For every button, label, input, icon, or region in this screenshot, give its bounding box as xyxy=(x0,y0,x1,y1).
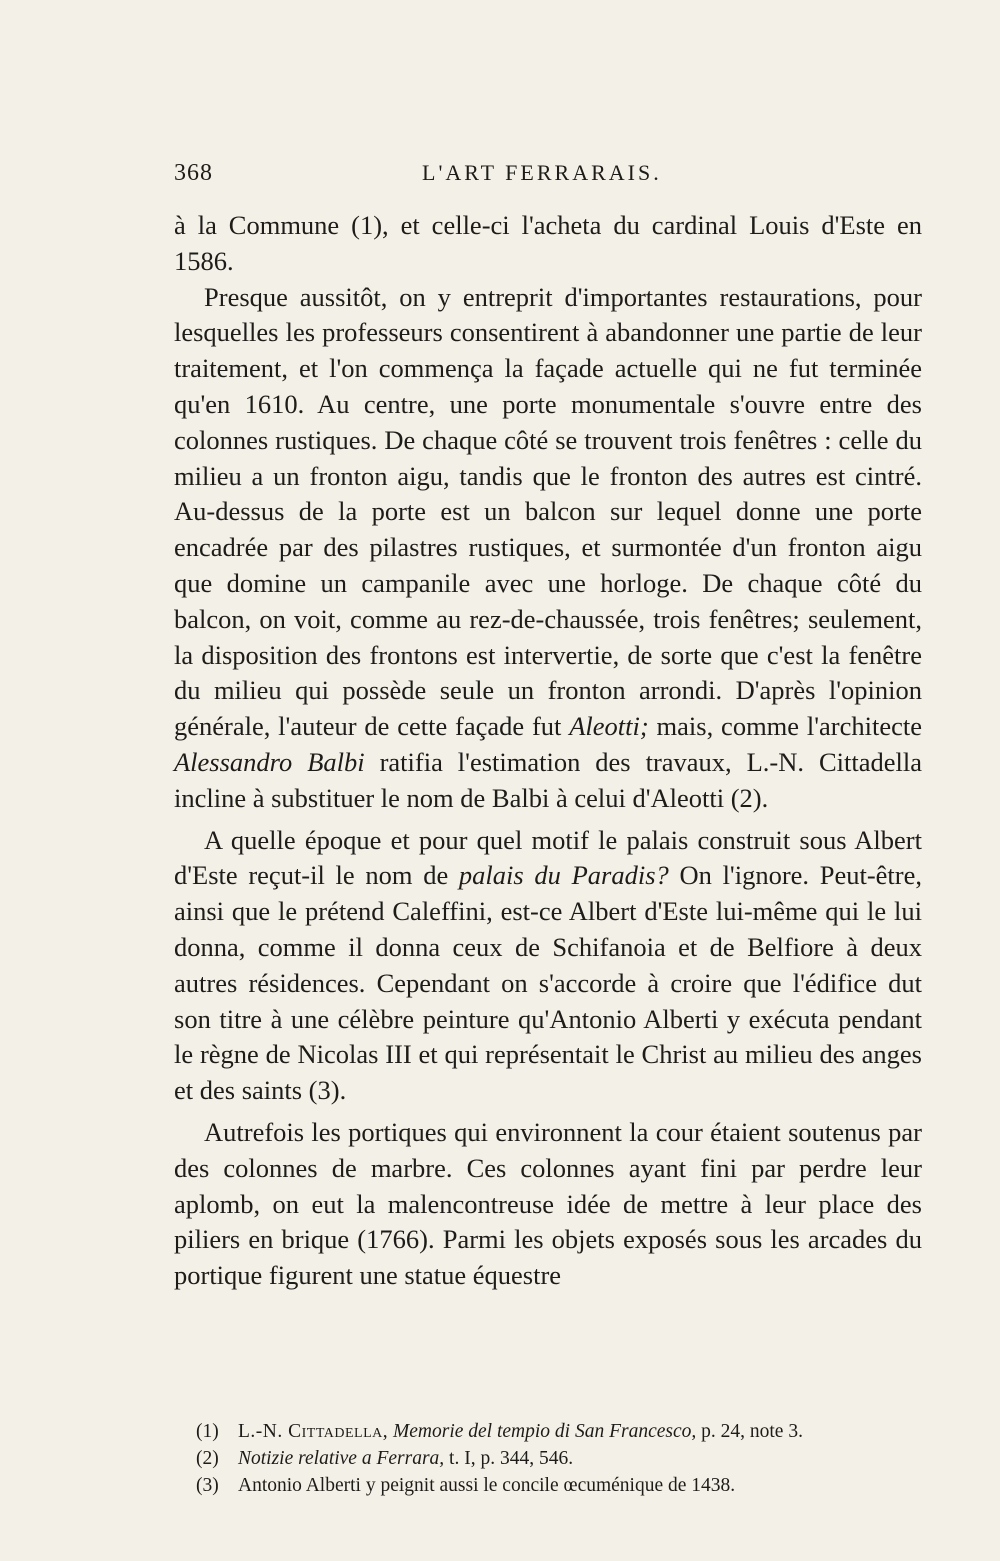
italic-palais-du-paradis: palais du Paradis? xyxy=(458,860,669,891)
footnote-2 xyxy=(196,1445,922,1472)
paragraph-3 xyxy=(174,823,922,1109)
paragraph-1-text: à la Commune (1), et celle-ci l'acheta du cardinal Louis d'Este en 1586. xyxy=(174,210,922,276)
footnote-2-title: Notizie relative a Ferrara, xyxy=(238,1448,445,1469)
page-number: 368 xyxy=(174,160,213,186)
footnote-1-number: (1) xyxy=(196,1421,219,1442)
footnote-3 xyxy=(196,1472,922,1499)
italic-name-balbi: Alessandro Balbi xyxy=(174,746,365,777)
paragraph-4 xyxy=(174,1115,922,1294)
paragraph-3-text-b: On l'ignore. Peut-être, ainsi que le prétend Caleffini, est-ce Albert d'Este lui-même qui le lui donna, comme il donna ceux de Schifanoia et de Belfiore à deux autres résidences. Cependant on s'accorde à croire que l'édifice dut son titre à une célèbre peinture qu'Antonio Alberti y exécuta pendant le règne de Nicolas III et qui représentait le Christ au milieu des anges et des saints (3). xyxy=(174,860,922,1106)
main-text xyxy=(174,208,922,1294)
paragraph-3-text-a: A quelle époque et pour quel motif le palais construit sous Albert d'Este reçut-il le nom de xyxy=(174,824,922,891)
running-head xyxy=(174,160,922,196)
footnote-2-number: (2) xyxy=(196,1448,219,1469)
footnote-1-rest: p. 24, note 3. xyxy=(696,1421,803,1442)
footnotes xyxy=(196,1418,922,1499)
paragraph-2 xyxy=(174,280,922,817)
paragraph-2-text-a: Presque aussitôt, on y entreprit d'importantes restaurations, pour lesquelles les professeurs consentirent à abandonner une partie de leur traitement, et l'on commença la façade actuelle qui ne fut terminée qu'en 1610. Au centre, une porte monumentale s'ouvre entre des colonnes rustiques. De chaque côté se trouvent trois fenêtres : celle du milieu a un fronton aigu, tandis que le fronton des autres est cintré. Au-dessus de la porte est un balcon sur lequel donne une porte encadrée par des pilastres rustiques, et surmontée d'un fronton aigu que domine un campanile avec une horloge. De chaque côté du balcon, on voit, comme au rez-de-chaussée, trois fenêtres; seulement, la disposition des frontons est intervertie, de sorte que c'est la fenêtre du milieu qui possède seule un fronton arrondi. D'après l'opinion générale, l'auteur de cette façade fut xyxy=(174,281,922,742)
paragraph-2-text-c: ratifia l'estimation des travaux, L.-N. Cittadella incline à substituer le nom de Balbi à celui d'Aleotti (2). xyxy=(174,746,922,813)
footnote-1-title: Memorie del tempio di San Francesco, xyxy=(393,1421,697,1442)
paragraph-1 xyxy=(174,208,922,280)
footnote-1 xyxy=(196,1418,922,1445)
footnote-3-text: Antonio Alberti y peignit aussi le concile œcuménique de 1438. xyxy=(238,1475,736,1496)
footnote-2-rest: t. I, p. 344, 546. xyxy=(444,1448,574,1469)
paragraph-4-text: Autrefois les portiques qui environnent la cour étaient soutenus par des colonnes de marbre. Ces colonnes ayant fini par perdre leur aplomb, on eut la malencontreuse idée de mettre à leur place des piliers en brique (1766). Parmi les objets exposés sous les arcades du portique figurent une statue équestre xyxy=(174,1116,922,1291)
italic-name-aleotti: Aleotti; xyxy=(569,711,649,742)
paragraph-2-text-b: mais, comme l'architecte xyxy=(648,711,922,742)
running-title: L'ART FERRARAIS. xyxy=(422,160,662,185)
footnote-1-author: L.-N. Cittadella, xyxy=(238,1421,389,1442)
footnote-3-number: (3) xyxy=(196,1475,219,1496)
